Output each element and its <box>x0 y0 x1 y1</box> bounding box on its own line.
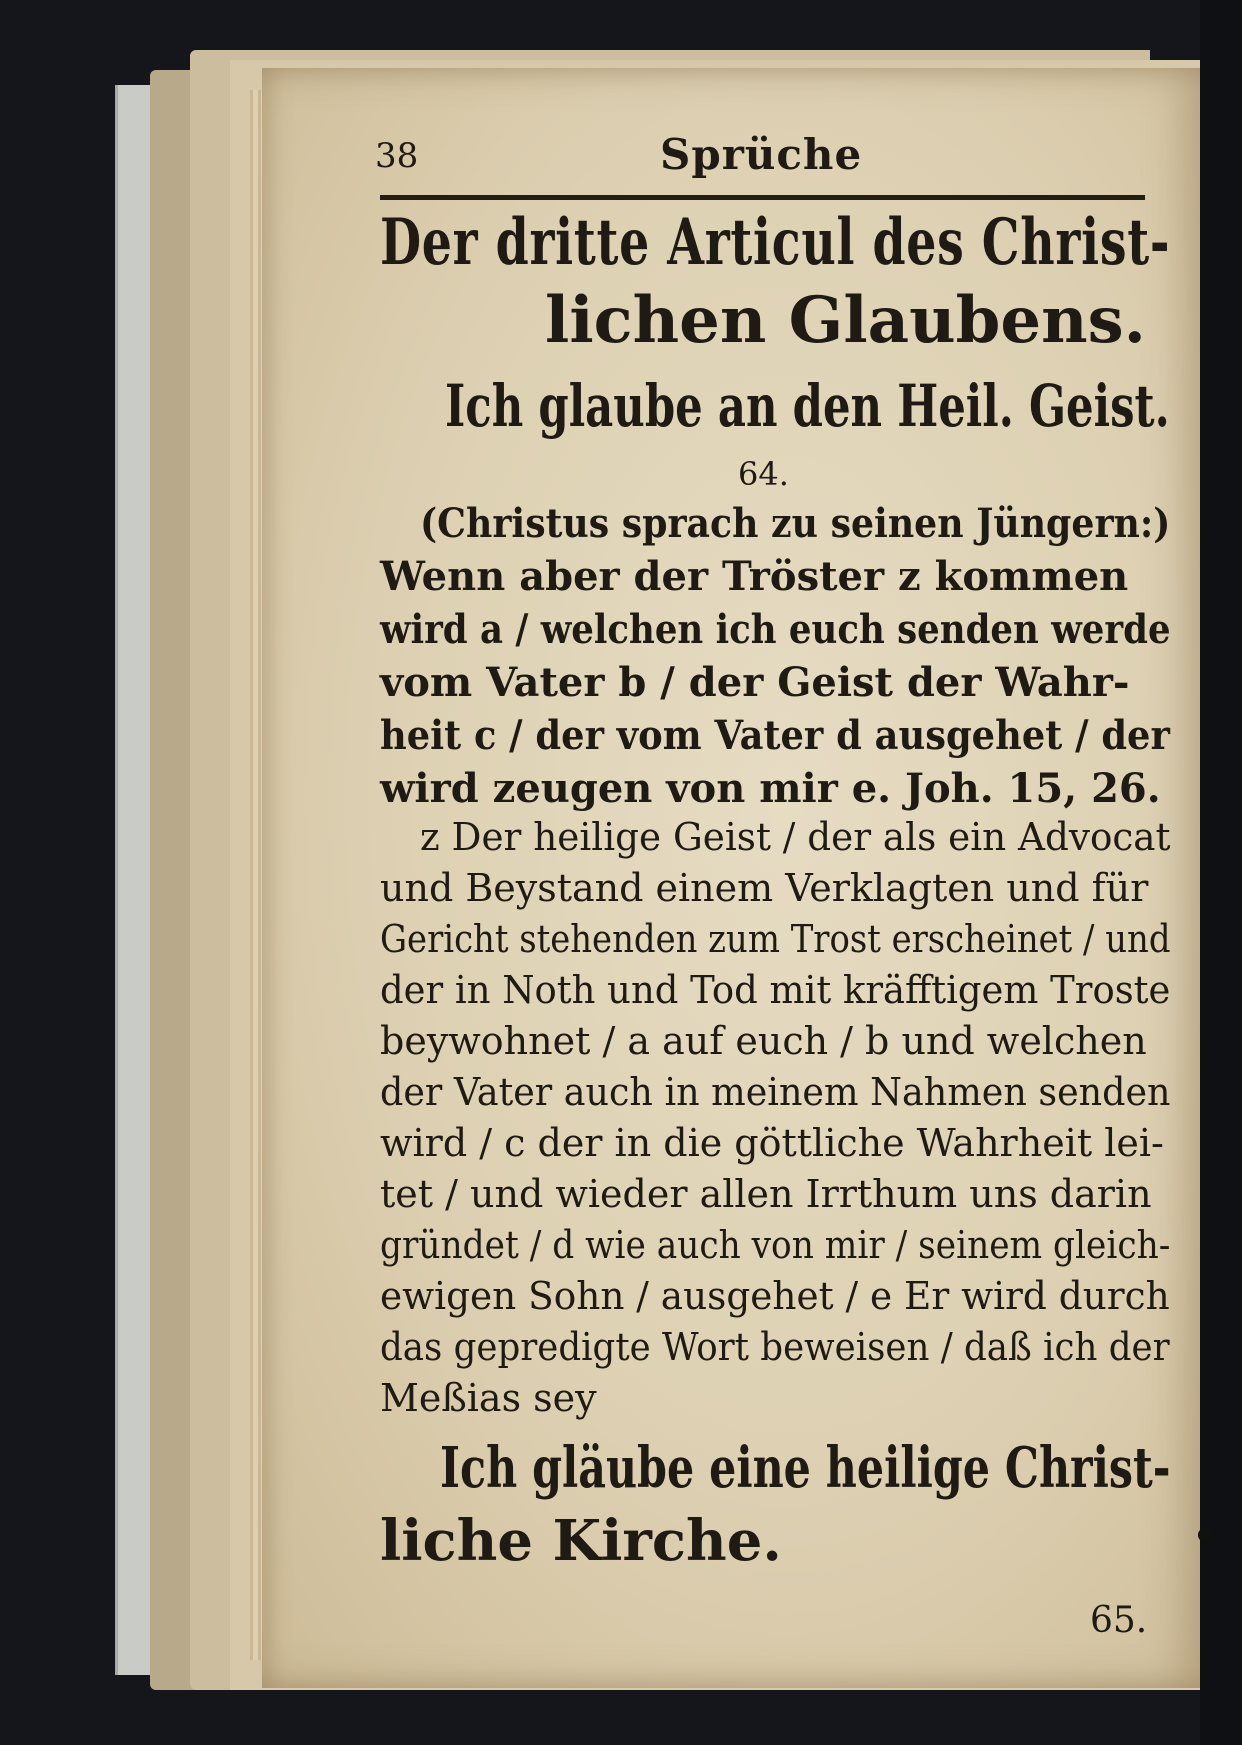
note-line: tet / und wieder allen Irrthum uns darin <box>380 1172 1152 1216</box>
section-heading: Ich glaube an den Heil. Geist. <box>445 372 1170 440</box>
verse-number: 64. <box>738 455 789 493</box>
note-line: Meßias sey <box>380 1376 597 1420</box>
title-line-1: Der dritte Articul des Christ- <box>380 205 1171 280</box>
verse-line: heit c / der vom Vater d ausgehet / der <box>380 712 1170 759</box>
ink-dot <box>1198 1528 1212 1542</box>
verse-line: wird a / welchen ich euch senden werde <box>380 606 1171 653</box>
note-line: wird / c der in die göttliche Wahrheit lei- <box>380 1121 1164 1165</box>
note-line: der in Noth und Tod mit kräfftigem Troste <box>380 968 1171 1012</box>
verse-line: (Christus sprach zu seinen Jüngern:) <box>420 500 1171 547</box>
header-rule <box>380 195 1145 200</box>
note-line: das gepredigte Wort beweisen / daß ich der <box>380 1325 1170 1369</box>
note-line: der Vater auch in meinem Nahmen senden <box>380 1070 1171 1114</box>
verse-line: vom Vater b / der Geist der Wahr- <box>380 659 1130 706</box>
verse-line: Wenn aber der Tröster z kommen <box>380 553 1129 600</box>
title-line-2: lichen Glaubens. <box>545 283 1146 358</box>
note-line: gründet / d wie auch von mir / seinem gleich- <box>380 1223 1171 1267</box>
running-head: Sprüche <box>660 130 863 179</box>
page-number: 38 <box>375 136 419 176</box>
catchword: 65. <box>1090 1600 1148 1641</box>
section-heading-2-line-2: liche Kirche. <box>380 1508 782 1574</box>
section-heading-2-line-1: Ich gläube eine heilige Christ- <box>440 1435 1171 1501</box>
note-line: z Der heilige Geist / der als ein Advocat <box>420 815 1171 859</box>
note-line: Gericht stehenden zum Trost erscheinet / und <box>380 917 1171 961</box>
note-line: ewigen Sohn / ausgehet / e Er wird durch <box>380 1274 1170 1318</box>
note-line: und Beystand einem Verklagten und für <box>380 866 1149 910</box>
verse-line: wird zeugen von mir e. Joh. 15, 26. <box>380 765 1161 812</box>
note-line: beywohnet / a auf euch / b und welchen <box>380 1019 1147 1063</box>
